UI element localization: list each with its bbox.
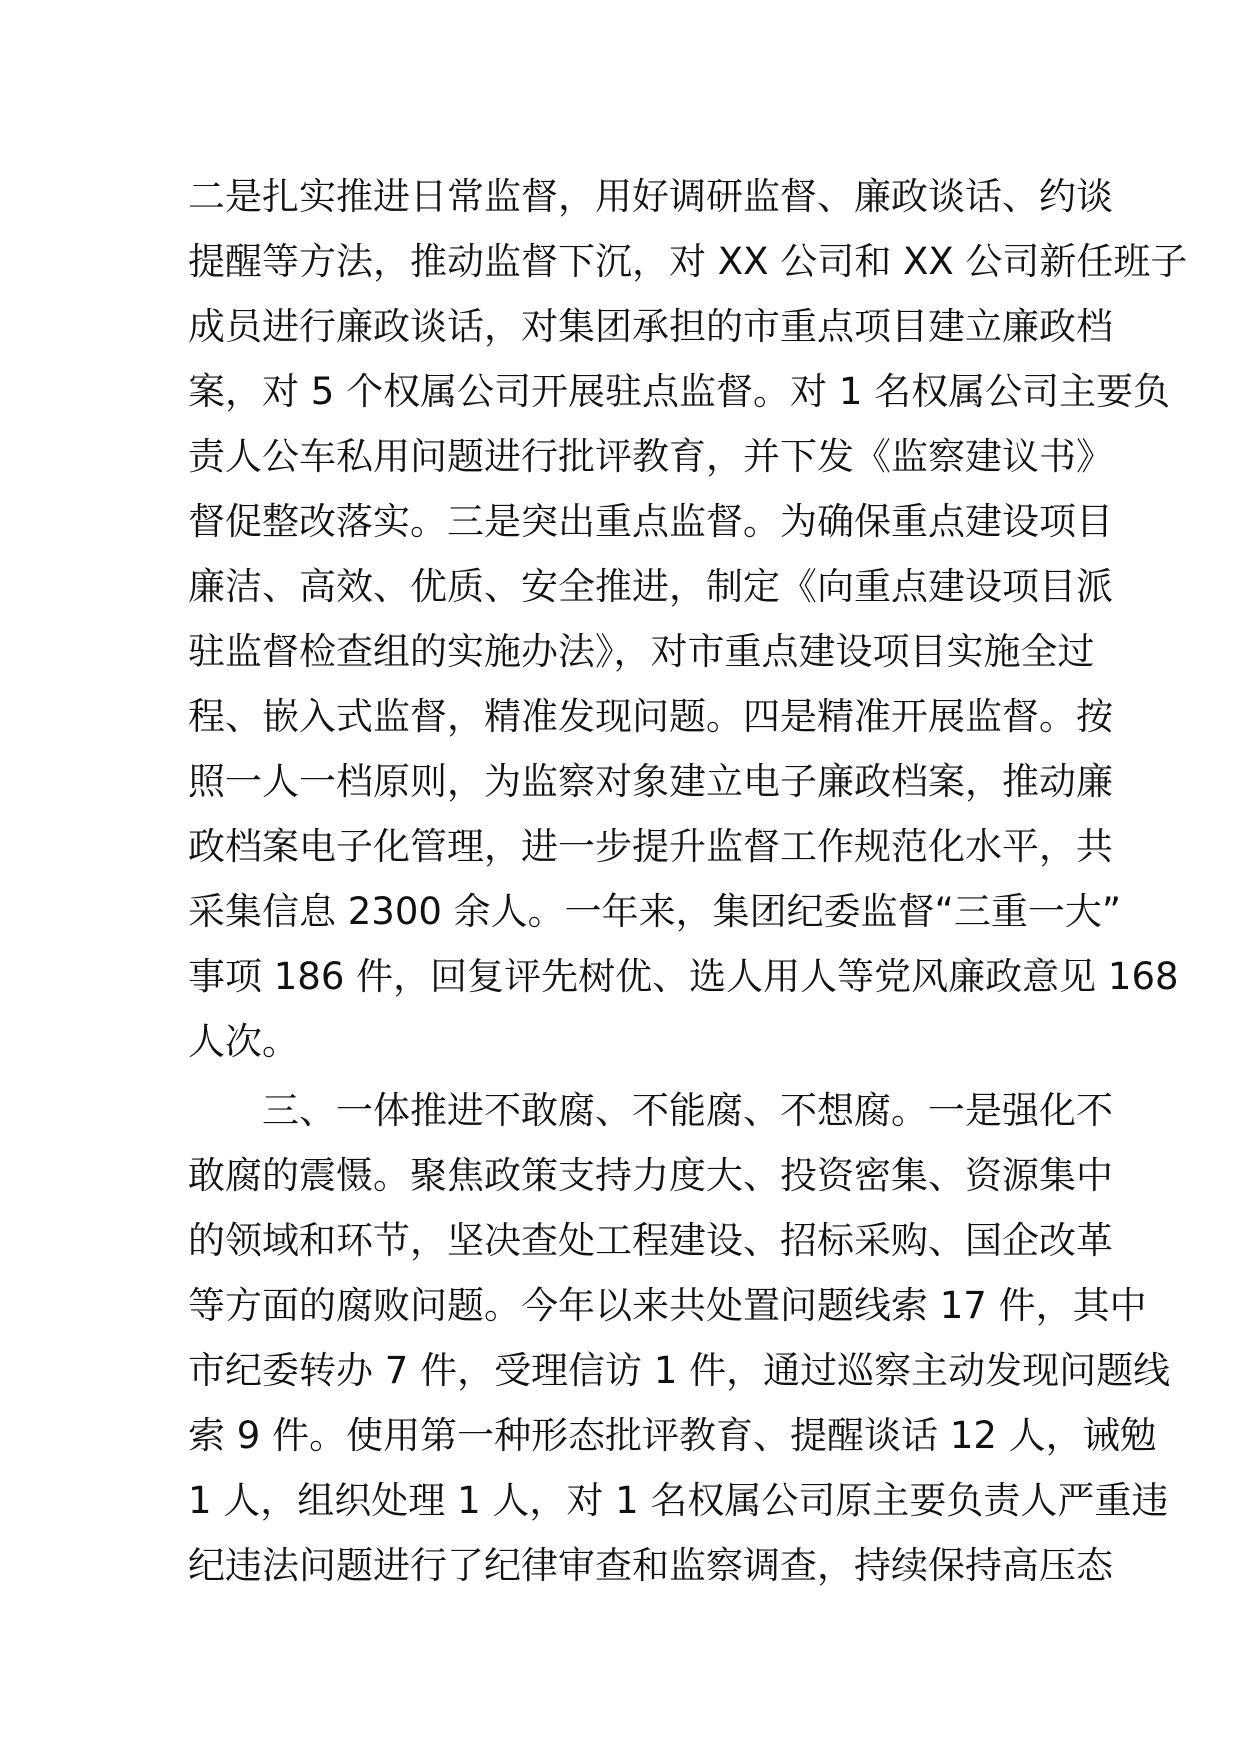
text-line: 二是扎实推进日常监督，用好调研监督、廉政谈话、约谈: [188, 175, 1113, 218]
text-line: 三、一体推进不敢腐、不能腐、不想腐。一是强化不: [262, 1089, 1113, 1132]
text-line: 督促整改落实。三是突出重点监督。为确保重点建设项目: [188, 500, 1113, 543]
text-line: 责人公车私用问题进行批评教育，并下发《监察建议书》: [188, 435, 1113, 478]
text-line: 廉洁、高效、优质、安全推进，制定《向重点建设项目派: [188, 565, 1113, 608]
text-line: 驻监督检查组的实施办法》，对市重点建设项目实施全过: [188, 630, 1095, 673]
text-line: 敢腐的震慑。聚焦政策支持力度大、投资密集、资源集中: [188, 1154, 1113, 1197]
paragraph-2: [188, 1078, 1171, 1598]
text-line: 的领域和环节，坚决查处工程建设、招标采购、国企改革: [188, 1219, 1113, 1262]
text-line: 人次。: [188, 1020, 299, 1063]
document-body: [188, 164, 1188, 1598]
text-line: 案，对 5 个权属公司开展驻点监督。对 1 名权属公司主要负: [188, 370, 1171, 413]
text-line: 纪违法问题进行了纪律审查和监察调查，持续保持高压态: [188, 1544, 1113, 1587]
text-line: 提醒等方法，推动监督下沉，对 XX 公司和 XX 公司新任班子: [188, 240, 1188, 283]
text-line: 采集信息 2300 余人。一年来，集团纪委监督“三重一大”: [188, 890, 1122, 933]
paragraph-1: [188, 164, 1188, 1074]
text-line: 索 9 件。使用第一种形态批评教育、提醒谈话 12 人，诫勉: [188, 1414, 1157, 1457]
text-line: 市纪委转办 7 件，受理信访 1 件，通过巡察主动发现问题线: [188, 1349, 1171, 1392]
text-line: 政档案电子化管理，进一步提升监督工作规范化水平，共: [188, 825, 1113, 868]
text-line: 程、嵌入式监督，精准发现问题。四是精准开展监督。按: [188, 695, 1113, 738]
text-line: 事项 186 件，回复评先树优、选人用人等党风廉政意见 168: [188, 955, 1179, 998]
text-line: 成员进行廉政谈话，对集团承担的市重点项目建立廉政档: [188, 305, 1113, 348]
text-line: 等方面的腐败问题。今年以来共处置问题线索 17 件，其中: [188, 1284, 1147, 1327]
text-line: 照一人一档原则，为监察对象建立电子廉政档案，推动廉: [188, 760, 1113, 803]
text-line: 1 人，组织处理 1 人，对 1 名权属公司原主要负责人严重违: [188, 1479, 1169, 1522]
